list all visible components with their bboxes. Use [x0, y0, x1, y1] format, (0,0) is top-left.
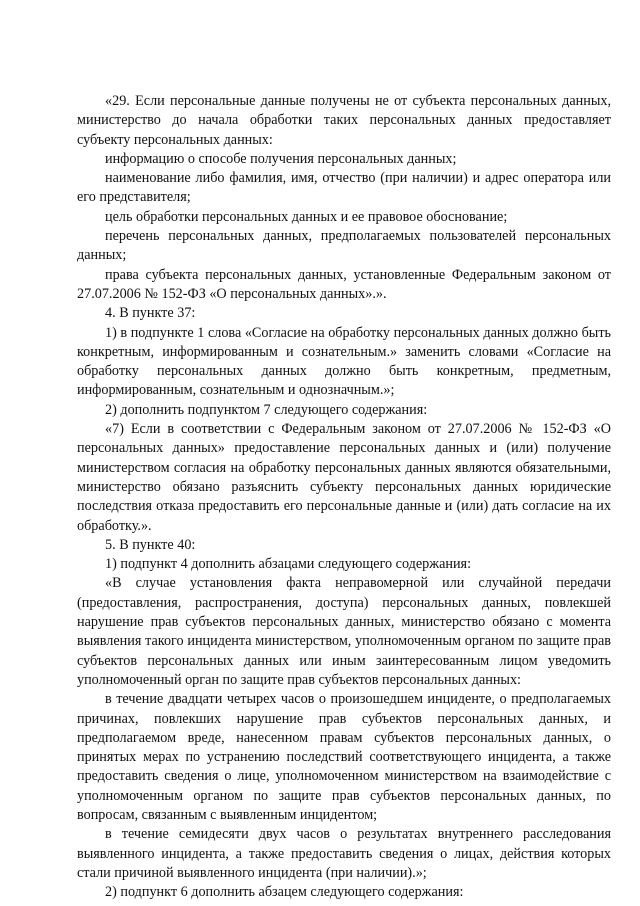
paragraph-users-list: перечень персональных данных, предполагаемых пользователей персональных данных;: [77, 228, 611, 264]
paragraph-subject-rights: права субъекта персональных данных, установленные Федеральным законом от 27.07.2006 № 152-ФЗ «О персональных данных».».: [77, 266, 611, 302]
paragraph-method-info: информацию о способе получения персональных данных;: [105, 150, 457, 167]
paragraph-operator-name: наименование либо фамилия, имя, отчество (при наличии) и адрес оператора или его представителя;: [77, 170, 611, 206]
paragraph-item-4-heading: 4. В пункте 37:: [105, 305, 196, 322]
paragraph-subitem-1-consent: 1) в подпункте 1 слова «Согласие на обработку персональных данных должно быть конкретным, информированным и сознательным.» заменить словами «Согласие на обработку персональных данных должно быть конкретным, предметным, информированным, сознательным и однозначным.»;: [77, 324, 611, 399]
paragraph-subitem-7-text: «7) Если в соответствии с Федеральным законом от 27.07.2006 № 152-ФЗ «О персональных данных» предоставление персональных данных и (или) получение министерством согласия на обработку персональных данных являются обязательными, министерство обязано разъяснить субъекту персональных данных юридические последствия отказа предоставить его персональные данные и (или) дать согласие на их обработку.».: [77, 421, 611, 534]
paragraph-29-intro: «29. Если персональные данные получены не от субъекта персональных данных, министерство до начала обработки таких персональных данных предоставляет субъекту персональных данных:: [77, 93, 611, 148]
paragraph-purpose: цель обработки персональных данных и ее правовое обоснование;: [105, 208, 508, 225]
paragraph-subitem-6-add: 2) подпункт 6 дополнить абзацем следующего содержания:: [105, 884, 464, 901]
document-body: [77, 92, 611, 902]
paragraph-incident-notice: «В случае установления факта неправомерной или случайной передачи (предоставления, распространения, доступа) персональных данных, повлекшей нарушение прав субъектов персональных данных, министерство обязано с момента выявления такого инцидента министерством, уполномоченным органом по защите прав субъектов персональных данных или иным заинтересованным лицом уведомить уполномоченный орган по защите прав субъектов персональных данных:: [77, 575, 611, 688]
paragraph-24-hours: в течение двадцати четырех часов о произошедшем инциденте, о предполагаемых причинах, повлекших нарушение прав субъектов персональных данных, и предполагаемом вреде, нанесенном правам субъектов персональных данных, о принятых мерах по устранению последствий соответствующего инцидента, а также предоставить сведения о лице, уполномоченном министерством на взаимодействие с уполномоченным органом по защите прав субъектов персональных данных, по вопросам, связанным с выявленным инцидентом;: [77, 691, 611, 823]
paragraph-72-hours: в течение семидесяти двух часов о результатах внутреннего расследования выявленного инцидента, а также предоставить сведения о лицах, действия которых стали причиной выявленного инцидента (при наличии).»;: [77, 826, 611, 881]
paragraph-item-5-heading: 5. В пункте 40:: [105, 536, 196, 553]
paragraph-subitem-4-add: 1) подпункт 4 дополнить абзацами следующего содержания:: [105, 556, 472, 573]
paragraph-subitem-2-add: 2) дополнить подпунктом 7 следующего содержания:: [105, 401, 428, 418]
